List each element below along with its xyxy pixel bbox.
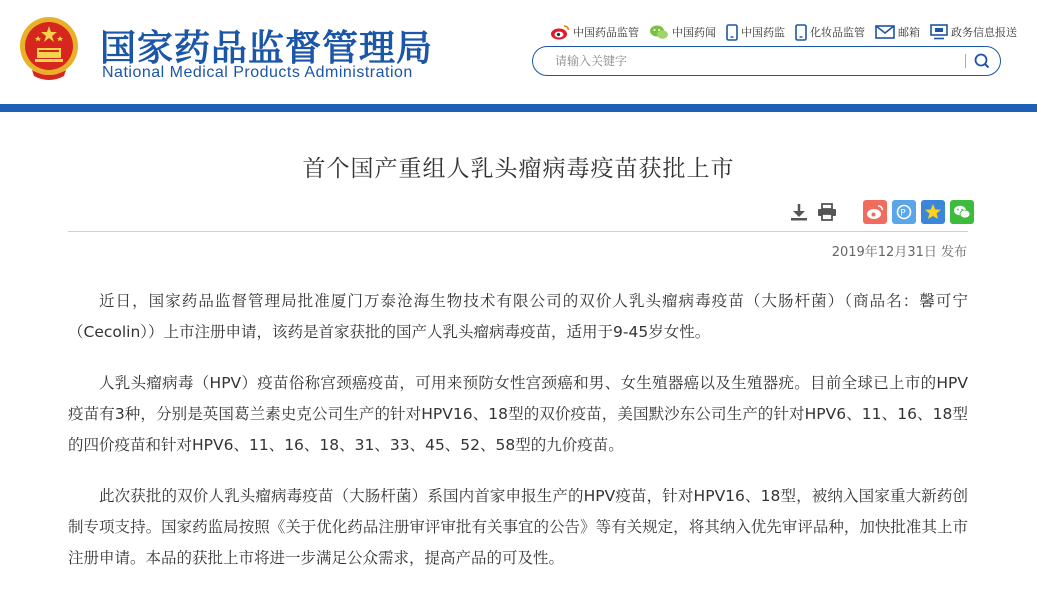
article-paragraph: 此次获批的双价人乳头瘤病毒疫苗（大肠杆菌）系国内首家申报生产的HPV疫苗，针对HPV16、18型，被纳入国家重大新药创制专项支持。国家药监局按照《关于优化药品注册审评审批有关事宜的公告》等有关规定，将其纳入优先审评品种，加快批准其上市注册申请。本品的获批上市将进一步满足公众需求，提高产品的可及性。 — [68, 487, 968, 567]
share-weibo-button[interactable] — [863, 200, 887, 224]
link-wechat-label: 中国药闻 — [672, 26, 716, 39]
search-icon[interactable] — [972, 52, 992, 70]
header-bar — [0, 104, 1037, 112]
title-divider — [68, 231, 968, 232]
share-wechat-button[interactable] — [950, 200, 974, 224]
search-box — [532, 46, 1001, 76]
link-mail[interactable] — [875, 24, 920, 40]
share-qzone-button[interactable] — [892, 200, 916, 224]
article-tools — [788, 200, 974, 224]
link-cosmetics[interactable] — [795, 24, 865, 41]
link-mail-label: 邮箱 — [898, 26, 920, 39]
publish-date: 2019年12月31日 发布 — [831, 245, 967, 260]
link-report-label: 政务信息报送 — [951, 26, 1017, 39]
site-header — [0, 0, 1037, 104]
download-button[interactable] — [788, 201, 810, 223]
site-title-cn[interactable]: 国家药品监督管理局 — [100, 28, 434, 69]
site-title-en[interactable]: National Medical Products Administration — [102, 64, 413, 81]
search-input[interactable] — [555, 52, 955, 70]
link-mobile-nmpa-label: 中国药监 — [741, 26, 785, 39]
article-body — [68, 286, 968, 594]
article-paragraph: 人乳头瘤病毒（HPV）疫苗俗称宫颈癌疫苗，可用来预防女性宫颈癌和男、女生殖器癌以及生殖器疣。目前全球已上市的HPV疫苗有3种，分别是英国葛兰素史克公司生产的针对HPV16、18型的双价疫苗，美国默沙东公司生产的针对HPV6、11、16、18型的四价疫苗和针对HPV6、11、16、18、31、33、45、52、58型的九价疫苗。 — [68, 374, 968, 454]
mail-icon — [875, 25, 895, 39]
article-title: 首个国产重组人乳头瘤病毒疫苗获批上市 — [302, 156, 735, 182]
weibo-icon — [866, 204, 884, 220]
qzone-icon — [895, 203, 913, 221]
svg-text:P: P — [900, 208, 906, 219]
link-wechat[interactable] — [649, 24, 716, 40]
monitor-icon — [930, 24, 948, 40]
download-icon — [790, 203, 808, 221]
star-icon — [924, 203, 942, 221]
link-mobile-nmpa[interactable] — [726, 24, 785, 41]
article-paragraph: 近日，国家药品监督管理局批准厦门万泰沧海生物技术有限公司的双价人乳头瘤病毒疫苗（大肠杆菌）（商品名：馨可宁（Cecolin））上市注册申请，该药是首家获批的国产人乳头瘤病毒疫苗，适用于9-45岁女性。 — [68, 292, 968, 341]
national-emblem-icon[interactable] — [18, 14, 80, 84]
link-weibo[interactable] — [550, 24, 639, 40]
print-button[interactable] — [816, 201, 838, 223]
link-report[interactable] — [930, 24, 1017, 40]
link-cosmetics-label: 化妆品监管 — [810, 26, 865, 39]
print-icon — [817, 203, 837, 221]
mobile-icon — [795, 24, 807, 41]
search-divider — [965, 54, 966, 68]
weibo-icon — [550, 24, 570, 40]
share-favorite-button[interactable] — [921, 200, 945, 224]
link-weibo-label: 中国药品监管 — [573, 26, 639, 39]
wechat-icon — [649, 24, 669, 40]
top-links — [540, 22, 1017, 42]
mobile-icon — [726, 24, 738, 41]
wechat-icon — [953, 204, 971, 220]
